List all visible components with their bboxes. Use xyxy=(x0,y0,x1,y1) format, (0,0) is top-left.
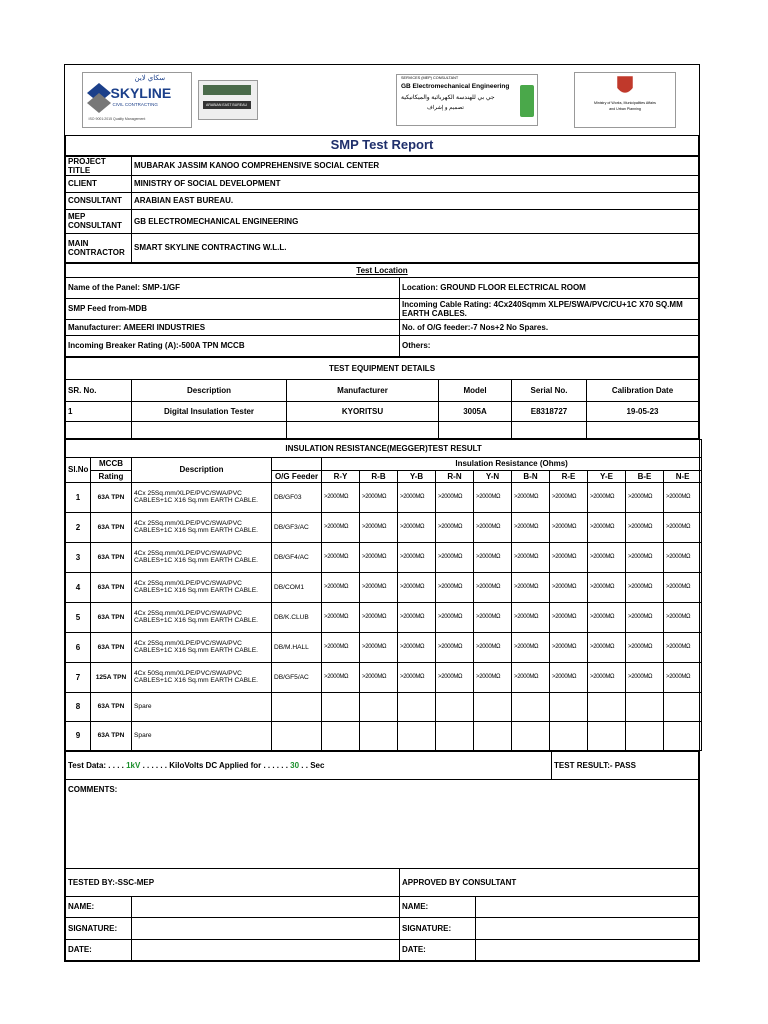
tested-signature-label: SIGNATURE: xyxy=(66,917,132,939)
project-label: PROJECT TITLE xyxy=(66,156,132,175)
ministry-logo xyxy=(574,72,676,128)
ir-value: >2000MΩ xyxy=(512,662,550,692)
ir-col-mccb: MCCB xyxy=(91,457,132,470)
ir-desc xyxy=(132,542,272,572)
ir-value: >2000MΩ xyxy=(550,572,588,602)
ir-row xyxy=(66,692,702,721)
report-sheet xyxy=(64,64,700,962)
ministry-line2: and Urban Planning xyxy=(609,106,641,111)
ir-desc-line1: 4Cx 25Sq.mm/XLPE/PVC/SWA/PVC xyxy=(134,609,242,617)
panel-name: Name of the Panel: SMP-1/GF xyxy=(66,277,400,298)
ir-sl: 1 xyxy=(66,482,91,512)
project-row xyxy=(66,233,699,262)
ir-value: >2000MΩ xyxy=(474,572,512,602)
ir-rating: 63A TPN xyxy=(91,721,132,750)
ir-value: >2000MΩ xyxy=(550,662,588,692)
ir-desc xyxy=(132,721,272,750)
approved-name-label: NAME: xyxy=(400,896,476,917)
ir-feeder: DB/GF4/AC xyxy=(272,542,322,572)
gb-arabic: جي بي للهندسة الكهربائية والميكانيكية xyxy=(401,94,495,101)
equipment-col: Calibration Date xyxy=(587,379,699,401)
ir-value: >2000MΩ xyxy=(626,482,664,512)
tested-date-field[interactable] xyxy=(132,939,400,960)
ir-desc-line2: CABLES+1C X16 Sq.mm EARTH CABLE. xyxy=(134,497,258,505)
ir-desc-line2: CABLES+1C X16 Sq.mm EARTH CABLE. xyxy=(134,617,258,625)
ir-value: >2000MΩ xyxy=(512,602,550,632)
ir-value: >2000MΩ xyxy=(588,512,626,542)
ir-value xyxy=(398,721,436,750)
ir-value: >2000MΩ xyxy=(398,542,436,572)
ir-value: >2000MΩ xyxy=(626,602,664,632)
skyline-arabic: سكاي لاين xyxy=(134,74,166,82)
ir-row xyxy=(66,602,702,632)
ir-value: >2000MΩ xyxy=(626,662,664,692)
ir-value: >2000MΩ xyxy=(588,542,626,572)
ir-phase-y-b: Y-B xyxy=(398,470,436,482)
ir-value: >2000MΩ xyxy=(322,482,360,512)
ir-value: >2000MΩ xyxy=(626,512,664,542)
project-row xyxy=(66,192,699,209)
comments-area[interactable] xyxy=(66,799,699,868)
ir-value: >2000MΩ xyxy=(322,512,360,542)
equipment-cell: Digital Insulation Tester xyxy=(132,401,287,421)
ir-desc xyxy=(132,662,272,692)
ir-feeder: DB/GF5/AC xyxy=(272,662,322,692)
ir-value: >2000MΩ xyxy=(322,572,360,602)
gb-top: SERVICES (MEP) CONSULTANT xyxy=(401,75,459,80)
ir-table xyxy=(65,439,702,751)
ir-rating: 63A TPN xyxy=(91,572,132,602)
ir-desc xyxy=(132,602,272,632)
skyline-logo xyxy=(82,72,192,128)
ir-value: >2000MΩ xyxy=(512,542,550,572)
tested-by: TESTED BY:-SSC-MEP xyxy=(66,868,400,896)
footer-table xyxy=(65,751,699,961)
ir-value xyxy=(512,692,550,721)
ir-desc-line2: CABLES+1C X16 Sq.mm EARTH CABLE. xyxy=(134,647,258,655)
ir-col-desc: Description xyxy=(132,457,272,482)
ir-value xyxy=(398,692,436,721)
test-data-prefix: Test Data: . . . . xyxy=(68,760,124,770)
ir-value: >2000MΩ xyxy=(664,572,702,602)
comments-label: COMMENTS: xyxy=(66,779,699,799)
ir-value: >2000MΩ xyxy=(588,572,626,602)
ir-value xyxy=(436,721,474,750)
ir-row xyxy=(66,662,702,692)
ir-desc-line1: 4Cx 50Sq.mm/XLPE/PVC/SWA/PVC xyxy=(134,669,242,677)
gb-emblem-icon xyxy=(520,85,534,117)
gb-arabic2: تصميم و إشراف xyxy=(427,104,464,111)
ir-value xyxy=(322,721,360,750)
logos-right xyxy=(382,65,699,135)
ir-phase-y-n: Y-N xyxy=(474,470,512,482)
ir-desc-line1: 4Cx 25Sq.mm/XLPE/PVC/SWA/PVC xyxy=(134,489,242,497)
ir-desc-line1: Spare xyxy=(134,703,152,711)
ir-value: >2000MΩ xyxy=(512,572,550,602)
ir-value: >2000MΩ xyxy=(626,542,664,572)
ir-value xyxy=(626,721,664,750)
ir-phase-r-n: R-N xyxy=(436,470,474,482)
ir-value: >2000MΩ xyxy=(398,572,436,602)
skyline-tagline: ISO 9001:2015 Quality Management xyxy=(88,116,146,121)
ir-feeder: DB/COM1 xyxy=(272,572,322,602)
tested-signature-field[interactable] xyxy=(132,917,400,939)
ir-value: >2000MΩ xyxy=(436,602,474,632)
ir-value: >2000MΩ xyxy=(512,512,550,542)
ir-value: >2000MΩ xyxy=(664,542,702,572)
ir-value xyxy=(588,721,626,750)
equipment-header: TEST EQUIPMENT DETAILS xyxy=(66,357,699,379)
location-header: Test Location xyxy=(66,263,699,277)
equipment-row xyxy=(66,401,699,421)
ir-phase-b-e: B-E xyxy=(626,470,664,482)
ir-desc-line2: CABLES+1C X16 Sq.mm EARTH CABLE. xyxy=(134,677,258,685)
ir-value: >2000MΩ xyxy=(474,602,512,632)
ir-value: >2000MΩ xyxy=(474,542,512,572)
ir-row xyxy=(66,542,702,572)
approved-signature-label: SIGNATURE: xyxy=(400,917,476,939)
ir-col-rating: Rating xyxy=(91,470,132,482)
ir-value: >2000MΩ xyxy=(436,662,474,692)
ir-value xyxy=(474,721,512,750)
ir-desc-line2: CABLES+1C X16 Sq.mm EARTH CABLE. xyxy=(134,587,258,595)
ir-value: >2000MΩ xyxy=(588,482,626,512)
ir-feeder: DB/GF3/AC xyxy=(272,512,322,542)
ir-value: >2000MΩ xyxy=(588,632,626,662)
ir-phase-n-e: N-E xyxy=(664,470,702,482)
test-data xyxy=(66,751,552,779)
approved-name-field[interactable] xyxy=(476,896,699,917)
ir-value: >2000MΩ xyxy=(322,632,360,662)
ir-value: >2000MΩ xyxy=(436,632,474,662)
ir-row xyxy=(66,512,702,542)
ir-value xyxy=(626,692,664,721)
skyline-name: SKYLINE xyxy=(110,84,172,101)
ir-value: >2000MΩ xyxy=(588,602,626,632)
ir-desc-line1: 4Cx 25Sq.mm/XLPE/PVC/SWA/PVC xyxy=(134,579,242,587)
ir-sl: 2 xyxy=(66,512,91,542)
ir-rating: 63A TPN xyxy=(91,512,132,542)
ir-value xyxy=(550,692,588,721)
ir-desc-line1: 4Cx 25Sq.mm/XLPE/PVC/SWA/PVC xyxy=(134,519,242,527)
ir-value: >2000MΩ xyxy=(322,542,360,572)
ir-rating: 63A TPN xyxy=(91,542,132,572)
ir-value xyxy=(512,721,550,750)
ir-col-ir: Insulation Resistance (Ohms) xyxy=(322,457,702,470)
ir-row xyxy=(66,572,702,602)
ir-value: >2000MΩ xyxy=(436,542,474,572)
ir-value xyxy=(550,721,588,750)
ir-value: >2000MΩ xyxy=(550,542,588,572)
equipment-col: Model xyxy=(439,379,512,401)
project-row xyxy=(66,156,699,175)
tested-date-label: DATE: xyxy=(66,939,132,960)
ir-row xyxy=(66,721,702,750)
test-duration: 30 xyxy=(290,760,300,770)
incoming-cable: Incoming Cable Rating: 4Cx240Sqmm XLPE/SWA/PVC/CU+1C X70 SQ.MM EARTH CABLES. xyxy=(400,298,699,319)
manufacturer: Manufacturer: AMEERI INDUSTRIES xyxy=(66,319,400,335)
equipment-table xyxy=(65,357,699,439)
ir-sl: 3 xyxy=(66,542,91,572)
ir-value: >2000MΩ xyxy=(626,572,664,602)
equipment-cell: 19-05-23 xyxy=(587,401,699,421)
project-label: CONSULTANT xyxy=(66,192,132,209)
ir-row xyxy=(66,482,702,512)
ir-value: >2000MΩ xyxy=(398,602,436,632)
project-row xyxy=(66,209,699,233)
ir-value: >2000MΩ xyxy=(322,602,360,632)
project-value: MUBARAK JASSIM KANOO COMPREHENSIVE SOCIAL CENTER xyxy=(132,156,699,175)
ir-value: >2000MΩ xyxy=(360,662,398,692)
logos-left xyxy=(66,65,383,135)
ir-value: >2000MΩ xyxy=(398,632,436,662)
ir-phase-b-n: B-N xyxy=(512,470,550,482)
ir-value: >2000MΩ xyxy=(398,662,436,692)
ir-desc-line1: Spare xyxy=(134,732,152,740)
ir-rating: 63A TPN xyxy=(91,632,132,662)
ir-value: >2000MΩ xyxy=(474,662,512,692)
ir-value xyxy=(436,692,474,721)
ir-value xyxy=(360,692,398,721)
ir-desc xyxy=(132,632,272,662)
ir-value: >2000MΩ xyxy=(512,482,550,512)
ir-value xyxy=(664,721,702,750)
test-data-mid: . . . . . . KiloVolts DC Applied for . . . . . . xyxy=(142,760,288,770)
equipment-col: SR. No. xyxy=(66,379,132,401)
ir-value: >2000MΩ xyxy=(512,632,550,662)
ir-sl: 4 xyxy=(66,572,91,602)
ir-value: >2000MΩ xyxy=(360,572,398,602)
ir-value: >2000MΩ xyxy=(360,482,398,512)
ir-desc xyxy=(132,692,272,721)
skyline-emblem-icon xyxy=(87,83,111,113)
ir-value xyxy=(588,692,626,721)
aeb-name: ARABIAN EAST BUREAU xyxy=(203,101,251,109)
ir-feeder xyxy=(272,692,322,721)
equipment-cell: KYORITSU xyxy=(287,401,439,421)
aeb-logo xyxy=(198,80,258,120)
ir-value: >2000MΩ xyxy=(588,662,626,692)
ir-value: >2000MΩ xyxy=(322,662,360,692)
ir-feeder xyxy=(272,721,322,750)
equipment-col: Description xyxy=(132,379,287,401)
project-label: CLIENT xyxy=(66,175,132,192)
ir-value: >2000MΩ xyxy=(664,602,702,632)
test-voltage: 1kV xyxy=(126,760,141,770)
ir-phase-y-e: Y-E xyxy=(588,470,626,482)
test-result: TEST RESULT:- PASS xyxy=(552,751,699,779)
project-value: GB ELECTROMECHANICAL ENGINEERING xyxy=(132,209,699,233)
ir-value: >2000MΩ xyxy=(360,512,398,542)
panel-location: Location: GROUND FLOOR ELECTRICAL ROOM xyxy=(400,277,699,298)
ir-value: >2000MΩ xyxy=(550,602,588,632)
ir-sl: 7 xyxy=(66,662,91,692)
equipment-cell: 3005A xyxy=(439,401,512,421)
ir-value xyxy=(474,692,512,721)
bahrain-emblem-icon xyxy=(615,76,635,98)
ir-value: >2000MΩ xyxy=(550,482,588,512)
project-label: MAIN CONTRACTOR xyxy=(66,233,132,262)
tested-name-field[interactable] xyxy=(132,896,400,917)
ir-value: >2000MΩ xyxy=(664,632,702,662)
report-title: SMP Test Report xyxy=(66,135,699,155)
ir-row xyxy=(66,632,702,662)
ir-header: INSULATION RESISTANCE(MEGGER)TEST RESULT xyxy=(66,439,702,457)
skyline-sub: CIVIL CONTRACTING xyxy=(112,101,158,107)
project-value: MINISTRY OF SOCIAL DEVELOPMENT xyxy=(132,175,699,192)
ir-value xyxy=(360,721,398,750)
ir-value: >2000MΩ xyxy=(436,572,474,602)
ir-desc-line1: 4Cx 25Sq.mm/XLPE/PVC/SWA/PVC xyxy=(134,639,242,647)
ministry-line1: Ministry of Works, Municipalities Affairs xyxy=(594,100,656,105)
og-feeders: No. of O/G feeder:-7 Nos+2 No Spares. xyxy=(400,319,699,335)
ir-phase-r-b: R-B xyxy=(360,470,398,482)
ir-phase-r-e: R-E xyxy=(550,470,588,482)
ir-rating: 63A TPN xyxy=(91,602,132,632)
ir-value xyxy=(322,692,360,721)
ir-value: >2000MΩ xyxy=(474,482,512,512)
ir-sl: 5 xyxy=(66,602,91,632)
project-table xyxy=(65,156,699,263)
ir-value: >2000MΩ xyxy=(474,632,512,662)
test-data-suffix: . . Sec xyxy=(301,760,325,770)
approved-date-label: DATE: xyxy=(400,939,476,960)
ir-value xyxy=(664,692,702,721)
approved-signature-field[interactable] xyxy=(476,917,699,939)
ir-value: >2000MΩ xyxy=(550,632,588,662)
ir-rating: 63A TPN xyxy=(91,482,132,512)
ir-value: >2000MΩ xyxy=(398,482,436,512)
ir-sl: 6 xyxy=(66,632,91,662)
ir-value: >2000MΩ xyxy=(360,632,398,662)
ir-sl: 9 xyxy=(66,721,91,750)
incoming-breaker: Incoming Breaker Rating (A):-500A TPN MCCB xyxy=(66,335,400,356)
ir-value: >2000MΩ xyxy=(360,542,398,572)
location-table xyxy=(65,263,699,357)
ir-feeder: DB/GF03 xyxy=(272,482,322,512)
ir-rating: 125A TPN xyxy=(91,662,132,692)
ir-value: >2000MΩ xyxy=(436,512,474,542)
equipment-col: Serial No. xyxy=(512,379,587,401)
ir-value: >2000MΩ xyxy=(398,512,436,542)
equipment-cell: 1 xyxy=(66,401,132,421)
project-label: MEP CONSULTANT xyxy=(66,209,132,233)
ir-value: >2000MΩ xyxy=(664,662,702,692)
ir-desc xyxy=(132,482,272,512)
ir-value: >2000MΩ xyxy=(436,482,474,512)
ir-value: >2000MΩ xyxy=(550,512,588,542)
ir-desc-line2: CABLES+1C X16 Sq.mm EARTH CABLE. xyxy=(134,557,258,565)
project-value: SMART SKYLINE CONTRACTING W.L.L. xyxy=(132,233,699,262)
ir-desc-line2: CABLES+1C X16 Sq.mm EARTH CABLE. xyxy=(134,527,258,535)
ir-rating: 63A TPN xyxy=(91,692,132,721)
tested-name-label: NAME: xyxy=(66,896,132,917)
ir-sl: 8 xyxy=(66,692,91,721)
ir-value: >2000MΩ xyxy=(626,632,664,662)
gb-logo xyxy=(396,74,538,126)
ir-value: >2000MΩ xyxy=(474,512,512,542)
ir-value: >2000MΩ xyxy=(664,482,702,512)
project-value: ARABIAN EAST BUREAU. xyxy=(132,192,699,209)
others: Others: xyxy=(400,335,699,356)
approved-by: APPROVED BY CONSULTANT xyxy=(400,868,699,896)
ir-col-sl: Sl.No xyxy=(66,457,91,482)
ir-desc xyxy=(132,512,272,542)
ir-phase-r-y: R-Y xyxy=(322,470,360,482)
logo-table xyxy=(65,65,699,156)
gb-name: GB Electromechanical Engineering xyxy=(401,82,510,90)
ir-value: >2000MΩ xyxy=(360,602,398,632)
equipment-cell: E8318727 xyxy=(512,401,587,421)
ir-feeder: DB/K.CLUB xyxy=(272,602,322,632)
ir-desc-line1: 4Cx 25Sq.mm/XLPE/PVC/SWA/PVC xyxy=(134,549,242,557)
ir-value: >2000MΩ xyxy=(664,512,702,542)
smp-feed: SMP Feed from-MDB xyxy=(66,298,400,319)
ir-col-og: O/G Feeder xyxy=(272,470,322,482)
approved-date-field[interactable] xyxy=(476,939,699,960)
project-row xyxy=(66,175,699,192)
ir-desc xyxy=(132,572,272,602)
ir-feeder: DB/M.HALL xyxy=(272,632,322,662)
equipment-col: Manufacturer xyxy=(287,379,439,401)
